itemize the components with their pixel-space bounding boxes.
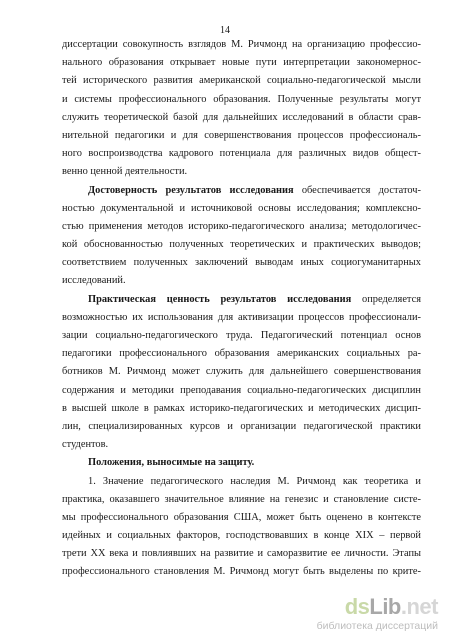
line-text: ного воспроизводства кадрового потенциала для различных видов общест- xyxy=(62,148,421,160)
line-text: зации социально-педагогического труда. Педагогический потенциал основ xyxy=(62,330,421,341)
text-line xyxy=(62,236,421,254)
text-line xyxy=(62,145,421,163)
line-text: соответствием полученных заключений выводам иных социогуманитарных xyxy=(62,257,421,269)
line-text: мы профессионального образования США, может быть оценено в контексте xyxy=(62,511,421,523)
document-body xyxy=(62,36,421,582)
line-text: ботников М. Ричмонд может служить для дальнейшего совершенствования xyxy=(62,366,421,378)
text-line xyxy=(62,182,421,200)
watermark xyxy=(310,595,438,633)
line-text: нительной педагогики и для совершенствования процессов профессиональ- xyxy=(62,129,421,141)
line-text: педагогики профессионального образования американских социальных ра- xyxy=(62,348,421,360)
watermark-subtitle: библиотека диссертаций xyxy=(316,620,438,632)
line-text: исследований. xyxy=(62,275,126,287)
line-text: идейных и социальных факторов, господствовавших в конце XIX – первой xyxy=(62,530,421,542)
text-line xyxy=(62,309,421,327)
text-line xyxy=(62,109,421,127)
line-text: ностью документальной и источниковой основы исследования; комплексно- xyxy=(62,202,421,214)
text-line xyxy=(62,327,421,345)
line-text: тей исторического развития американской социально-педагогической мысли xyxy=(62,75,421,87)
line-text: содержания и методики преподавания социально-педагогических дисциплин xyxy=(62,384,421,396)
text-line xyxy=(62,36,421,54)
line-text: практика, оказавшего значительное влияние на генезис и становление систе- xyxy=(62,493,421,505)
bold-heading: Положения, выносимые на защиту. xyxy=(88,457,255,469)
page-number: 14 xyxy=(220,25,230,36)
text-line xyxy=(62,91,421,109)
text-line xyxy=(62,363,421,381)
line-text: и системы профессионального образования. Полученные результаты могут xyxy=(62,93,421,105)
text-line xyxy=(62,454,421,472)
text-line xyxy=(62,382,421,400)
text-line xyxy=(62,54,421,72)
line-text: венно ценной деятельности. xyxy=(62,166,188,178)
text-line xyxy=(62,291,421,309)
bold-heading: Достоверность результатов исследования xyxy=(88,184,294,196)
line-text: 1. Значение педагогического наследия М. Ричмонд как теоретика и xyxy=(88,475,421,487)
watermark-logo: dsLib.net xyxy=(344,594,438,619)
line-text: студентов. xyxy=(62,439,109,451)
text-line xyxy=(62,200,421,218)
text-line xyxy=(62,163,421,181)
line-text: служить теоретической базой для дальнейших исследований в области срав- xyxy=(62,111,421,123)
line-text: трети XX века и повлиявших на развитие и саморазвитие ее личности. Этапы xyxy=(62,548,421,560)
line-text: профессионального становления М. Ричмонд могут быть выделены по крите- xyxy=(62,566,421,578)
text-line xyxy=(62,345,421,363)
line-text: диссертации совокупность взглядов М. Ричмонд на организацию профессио- xyxy=(62,39,421,50)
text-line xyxy=(62,491,421,509)
line-text: возможностью их использования для активизации процессов профессионали- xyxy=(62,311,421,323)
line-text: определяется xyxy=(351,293,421,305)
text-line xyxy=(62,545,421,563)
text-line xyxy=(62,509,421,527)
line-text: обеспечивается достаточ- xyxy=(293,184,421,196)
text-line xyxy=(62,72,421,90)
bold-heading: Практическая ценность результатов исследования xyxy=(88,293,352,305)
text-line xyxy=(62,563,421,581)
text-line xyxy=(62,473,421,491)
line-text: нального образования открывает новые пути интерпретации закономернос- xyxy=(62,57,421,69)
line-text: лин, специализированных курсов и организации педагогической практики xyxy=(62,420,421,432)
text-line xyxy=(62,218,421,236)
line-text: кой обоснованностью полученных теоретических и практических выводов; xyxy=(62,239,421,251)
text-line xyxy=(62,272,421,290)
text-line xyxy=(62,400,421,418)
text-line xyxy=(62,254,421,272)
text-line xyxy=(62,127,421,145)
line-text: стью применения методов историко-педагогического анализа; методологичес- xyxy=(62,220,421,232)
line-text: в высшей школе в рамках историко-педагогических и методических дисцип- xyxy=(62,402,421,414)
text-line xyxy=(62,527,421,545)
text-line xyxy=(62,436,421,454)
text-line xyxy=(62,418,421,436)
